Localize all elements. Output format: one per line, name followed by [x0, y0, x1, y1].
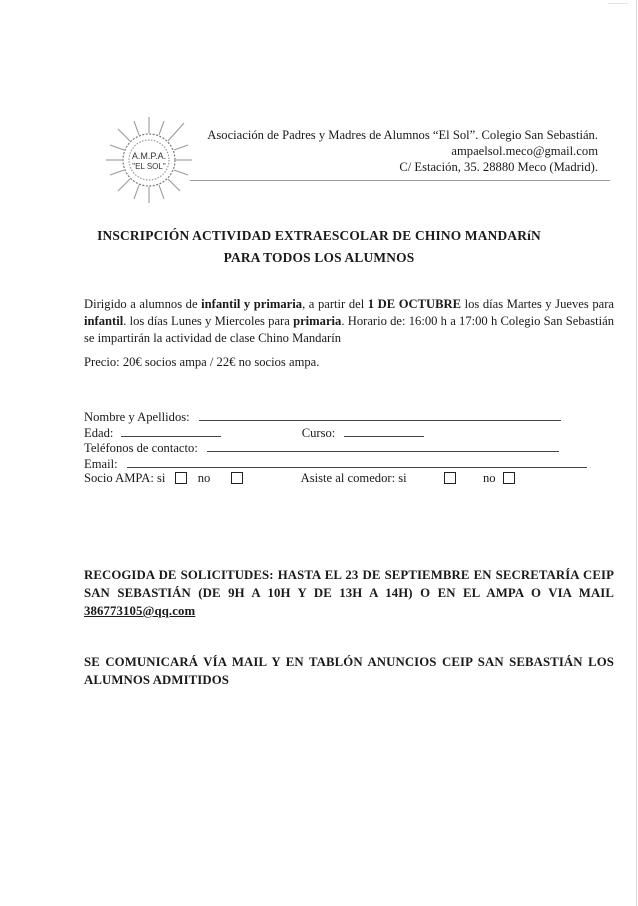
intro-paragraph	[84, 296, 614, 347]
intro-text-4: . los días Lunes y Miercoles para	[123, 314, 294, 328]
logo-text-ampa: A.M.P.A.	[131, 151, 167, 161]
page-title: INSCRIPCIÓN ACTIVIDAD EXTRAESCOLAR DE CHINO MANDARíN	[97, 228, 541, 243]
comedor-label: Asiste al comedor: si	[300, 471, 407, 485]
intro-text-3: los días Martes y Jueves para	[461, 297, 614, 311]
comedor-no-checkbox[interactable]	[503, 472, 515, 484]
recogida-email-link[interactable]: 386773105@qq.com	[84, 604, 196, 618]
header-association-name: Asociación de Padres y Madres de Alumnos “El Sol”. Colegio San Sebastián.	[207, 128, 598, 142]
ampa-el-sol-logo	[104, 115, 194, 205]
header-rule	[190, 180, 610, 181]
intro-text-2: , a partir del	[302, 297, 368, 311]
comedor-no-label: no	[482, 471, 496, 485]
header-email: ampaelsol.meco@gmail.com	[451, 144, 598, 158]
course-label: Curso:	[301, 425, 336, 440]
form-row-phones	[84, 440, 614, 456]
scan-speck	[608, 3, 628, 4]
course-field[interactable]	[344, 425, 424, 437]
age-label: Edad:	[84, 425, 114, 440]
name-field[interactable]	[199, 409, 561, 421]
recogida-text: RECOGIDA DE SOLICITUDES: HASTA EL 23 DE SEPTIEMBRE EN SECRETARÍA CEIP SAN SEBASTIÁN (DE 9H A 10H Y DE 13H A 14H) O EN EL AMPA O VIA MAIL	[84, 568, 614, 600]
page-subtitle: PARA TODOS LOS ALUMNOS	[223, 250, 415, 265]
email-field[interactable]	[127, 456, 587, 468]
intro-text-5: . Horario de: 16:00 h a 17:00 h Colegio San Sebastián se impartirán la actividad de clase Chino Mandarín	[84, 314, 614, 345]
form-row-email	[84, 456, 614, 472]
socio-si-checkbox[interactable]	[175, 472, 187, 484]
scan-edge	[636, 0, 637, 906]
name-label: Nombre y Apellidos:	[84, 410, 190, 424]
price-line: Precio: 20€ socios ampa / 22€ no socios ampa.	[84, 355, 320, 369]
intro-bold-levels: infantil y primaria	[201, 297, 303, 311]
registration-form	[84, 409, 614, 487]
logo-text-el-sol: "EL SOL"	[132, 162, 166, 171]
form-row-age-course	[84, 425, 614, 441]
recogida-notice	[84, 566, 614, 620]
phones-field[interactable]	[207, 440, 559, 452]
age-field[interactable]	[121, 425, 221, 437]
socio-label: Socio AMPA: si	[84, 471, 166, 485]
intro-bold-infantil: infantil	[84, 314, 124, 328]
form-row-name	[84, 409, 614, 425]
email-label: Email:	[84, 456, 118, 471]
admitted-notice: SE COMUNICARÁ VÍA MAIL Y EN TABLÓN ANUNCIOS CEIP SAN SEBASTIÁN LOS ALUMNOS ADMITIDOS	[84, 655, 614, 687]
phones-label: Teléfonos de contacto:	[84, 441, 198, 455]
intro-text-1: Dirigido a alumnos de	[84, 297, 202, 311]
form-row-options	[84, 471, 614, 487]
header-address: C/ Estación, 35. 28880 Meco (Madrid).	[399, 160, 598, 174]
socio-no-label: no	[197, 471, 211, 485]
intro-bold-primaria: primaria	[293, 314, 342, 328]
comedor-si-checkbox[interactable]	[444, 472, 456, 484]
socio-no-checkbox[interactable]	[231, 472, 243, 484]
intro-bold-date: 1 DE OCTUBRE	[367, 297, 462, 311]
